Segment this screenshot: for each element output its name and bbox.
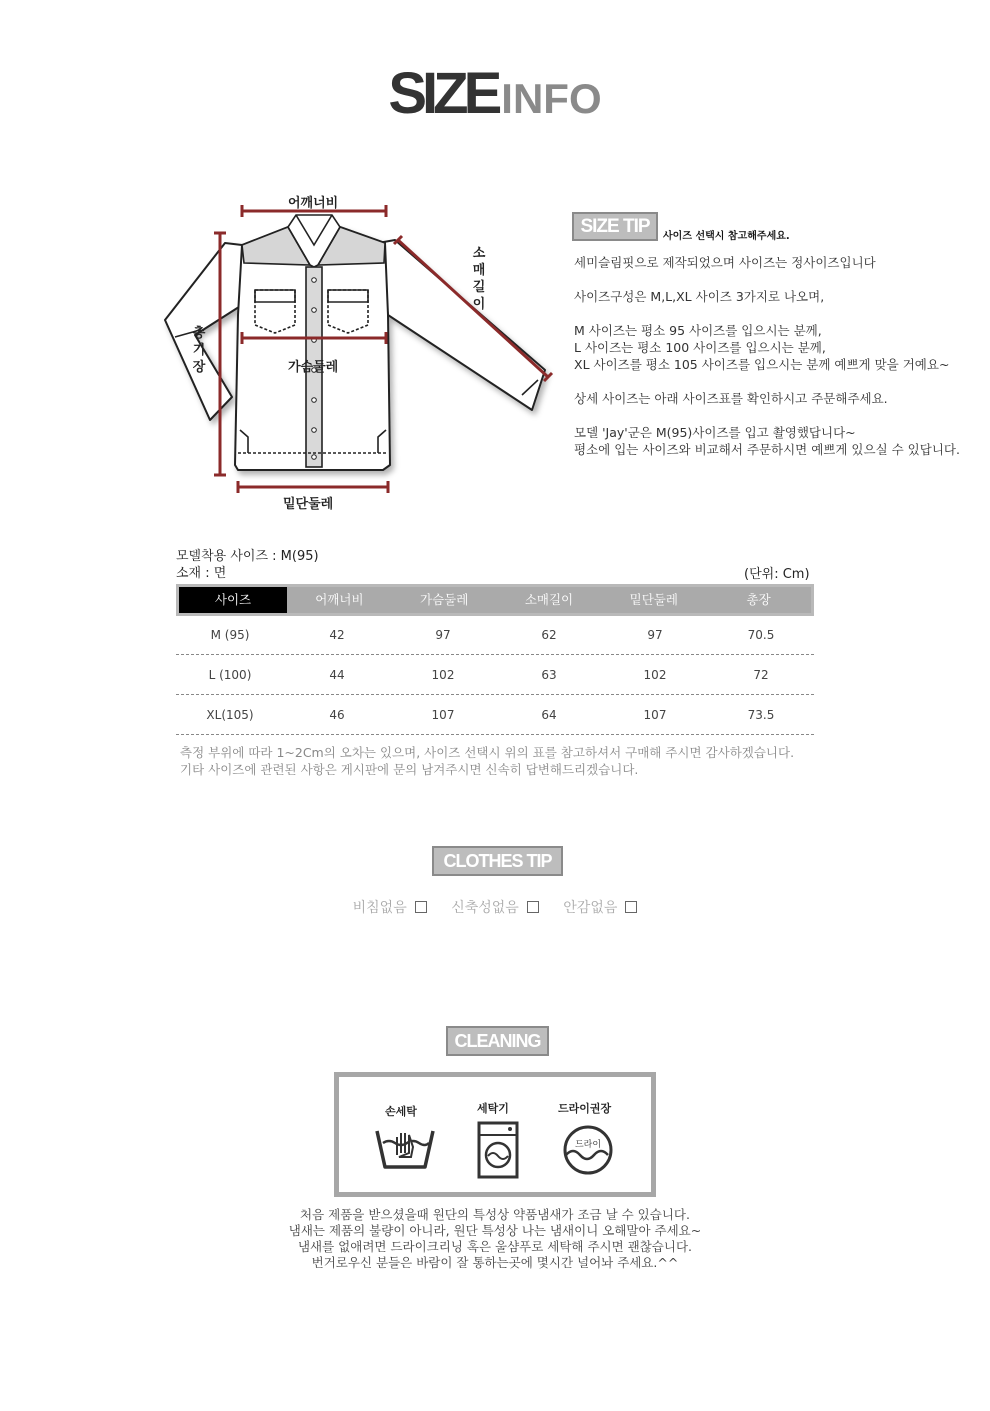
size-tip-text: [574, 254, 984, 458]
size-notes: [180, 744, 794, 778]
model-size: 모델착용 사이즈 : M(95): [176, 549, 319, 564]
table-cell: 46: [329, 707, 345, 722]
dry-clean-icon-text: 드라이: [574, 1140, 602, 1150]
header-cell: 가슴둘레: [420, 592, 469, 607]
dry-clean-label: 드라이권장: [558, 1102, 612, 1115]
table-cell: 102: [431, 667, 455, 682]
sleeve-label-char: 길: [472, 280, 486, 295]
size-table: [176, 584, 814, 735]
tip-line: 사이즈구성은 M,L,XL 사이즈 3가지로 나오며,: [574, 289, 825, 304]
washing-machine-label: 세탁기: [477, 1102, 509, 1115]
table-cell: 102: [643, 667, 667, 682]
tip-line: L 사이즈는 평소 100 사이즈를 입으시는 분께,: [574, 340, 826, 355]
dry-clean-icon: [561, 1123, 615, 1177]
right-sleeve: [378, 240, 545, 410]
table-header: [176, 584, 814, 616]
table-cell: 97: [647, 628, 663, 642]
length-label-char: 장: [192, 360, 206, 375]
option-no-lining: [563, 897, 637, 917]
chest-label: 가슴둘레: [288, 360, 339, 375]
shoulder-width-label: 어깨너비: [288, 196, 339, 211]
table-cell: 97: [435, 628, 451, 642]
table-cell: 107: [431, 707, 455, 722]
sleeve-label-char: 소: [472, 246, 486, 261]
header-cell: 사이즈: [179, 587, 287, 613]
material: 소재 : 면: [176, 566, 227, 581]
table-cell: 72: [753, 667, 769, 682]
clothes-tip-badge: CLOTHES TIP: [432, 846, 563, 876]
table-cell: 44: [329, 667, 345, 682]
cleaning-badge: CLEANING: [446, 1026, 549, 1056]
table-cell: 70.5: [747, 628, 775, 642]
header-cell: 밑단둘레: [629, 592, 678, 607]
size-tip-caption: 사이즈 선택시 참고해주세요.: [663, 231, 790, 242]
sleeve-label-char: 매: [472, 263, 486, 278]
hand-wash-icon: [373, 1125, 437, 1173]
sleeve-label-char: 이: [472, 297, 486, 312]
note-line: 기타 사이즈에 관련된 사항은 게시판에 문의 남겨주시면 신속히 답변해드리겠습니다.: [180, 762, 639, 777]
clothes-options: [0, 897, 990, 917]
shirt-illustration: [160, 185, 560, 515]
size-tip-badge: SIZE TIP: [572, 212, 658, 241]
option-label: 신축성없음: [451, 900, 519, 916]
checkbox: [415, 901, 427, 913]
table-cell: XL(105): [206, 707, 254, 722]
tip-line: 상세 사이즈는 아래 사이즈표를 확인하시고 주문해주세요.: [574, 391, 888, 406]
tip-line: M 사이즈는 평소 95 사이즈를 입으시는 분께,: [574, 323, 822, 338]
option-label: 비침없음: [352, 900, 407, 916]
washing-machine-icon: [476, 1120, 520, 1180]
table-row: [176, 695, 814, 735]
note-line: 측정 부위에 따라 1~2Cm의 오차는 있으며, 사이즈 선택시 위의 표를 참고하셔서 구매해 주시면 감사하겠습니다.: [180, 745, 795, 760]
hand-wash-label: 손세탁: [385, 1105, 417, 1118]
checkbox: [625, 901, 637, 913]
cleaning-line: 냄새는 제품의 불량이 아니라, 원단 특성상 나는 냄새이니 오해말아 주세요~: [288, 1223, 702, 1238]
model-info: [176, 548, 319, 582]
hem-label: 밑단둘레: [283, 497, 334, 512]
table-cell: 64: [541, 707, 557, 722]
table-row: [176, 655, 814, 695]
tip-line: 세미슬림핏으로 제작되었으며 사이즈는 정사이즈입니다: [574, 255, 876, 270]
cleaning-icons-box: [334, 1072, 656, 1197]
cleaning-line: 번거로우신 분들은 바람이 잘 통하는곳에 몇시간 널어놔 주세요.^^: [311, 1255, 679, 1270]
length-label-char: 총: [192, 326, 206, 341]
total-length-label: [191, 325, 207, 376]
table-cell: 73.5: [747, 707, 775, 722]
table-cell: 107: [643, 707, 667, 722]
option-no-sheer: [353, 897, 427, 917]
size-info-title: [0, 60, 990, 127]
table-cell: 42: [329, 628, 345, 642]
length-label-char: 기: [192, 343, 206, 358]
table-cell: 63: [541, 667, 557, 682]
option-no-stretch: [451, 897, 539, 917]
tip-line: 모델 'Jay'군은 M(95)사이즈를 입고 촬영했답니다~: [574, 425, 856, 440]
tip-line: 평소에 입는 사이즈와 비교해서 주문하시면 예쁘게 있으실 수 있답니다.: [574, 442, 960, 457]
cleaning-line: 처음 제품을 받으셨을때 원단의 특성상 약품냄새가 조금 날 수 있습니다.: [300, 1207, 690, 1222]
header-cell: 소매길이: [524, 592, 574, 607]
checkbox: [527, 901, 539, 913]
table-cell: M (95): [210, 628, 250, 642]
sleeve-length-label: [471, 245, 487, 313]
table-cell: 62: [541, 628, 557, 642]
table-cell: L (100): [208, 667, 252, 682]
tip-line: XL 사이즈를 평소 105 사이즈를 입으시는 분께 예쁘게 맞을 거예요~: [574, 357, 950, 372]
title-info: INFO: [501, 75, 602, 122]
title-size: SIZE: [388, 61, 498, 126]
cleaning-line: 냄새를 없애려면 드라이크리닝 혹은 울샴푸로 세탁해 주시면 괜찮습니다.: [297, 1239, 693, 1254]
table-row: [176, 616, 814, 655]
unit-label: (단위: Cm): [744, 567, 810, 582]
shirt-measurement-diagram: [160, 185, 560, 515]
option-label: 안감없음: [563, 900, 618, 916]
cleaning-text: [0, 1207, 990, 1271]
header-cell: 어깨너비: [315, 592, 364, 607]
header-cell: 총장: [746, 592, 771, 607]
